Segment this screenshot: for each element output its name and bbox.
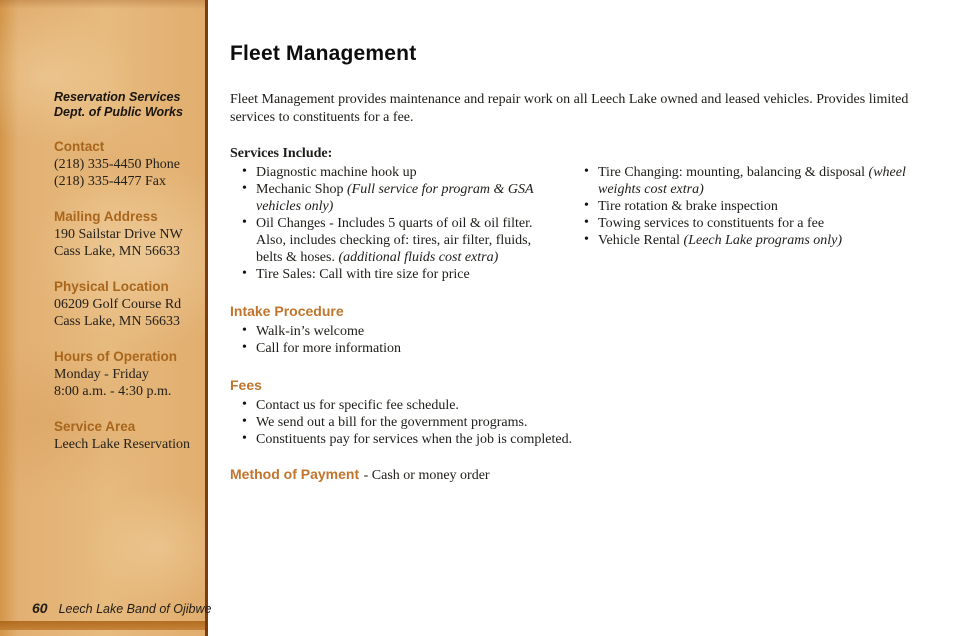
intake-procedure-heading: Intake Procedure xyxy=(230,303,344,319)
method-of-payment-value: - Cash or money order xyxy=(360,468,490,483)
sidebar-section-heading: Contact xyxy=(54,139,105,154)
main-content xyxy=(208,0,957,636)
services-include-heading: Services Include: xyxy=(230,146,333,161)
bullet-item: • We send out a bill for the government programs. xyxy=(242,414,927,431)
method-of-payment-heading: Method of Payment xyxy=(230,466,360,482)
intro-paragraph: Fleet Management provides maintenance and repair work on all Leech Lake owned and leased vehicles. Provides limited services to constituents for a fee. xyxy=(230,92,909,125)
sidebar-sections xyxy=(54,139,193,454)
sidebar-bottom-border xyxy=(0,621,205,630)
department-line-1: Reservation Services xyxy=(54,90,181,104)
sidebar-section xyxy=(54,419,193,454)
sidebar-section-line: 06209 Golf Course Rd xyxy=(54,297,182,312)
sidebar-section xyxy=(54,209,193,260)
sidebar-section-heading: Physical Location xyxy=(54,279,169,294)
sidebar-section-line: Leech Lake Reservation xyxy=(54,437,191,452)
bullet-item: • Tire Sales: Call with tire size for price xyxy=(242,266,542,283)
sidebar-section-line: (218) 335-4477 Fax xyxy=(54,173,166,189)
page-title: Fleet Management xyxy=(230,42,417,65)
sidebar-section-line: (218) 335-4450 Phone xyxy=(54,157,180,172)
department-line-2: Dept. of Public Works xyxy=(54,105,183,119)
bullet-item: • Towing services to constituents for a fee xyxy=(584,215,912,232)
sidebar-section-heading: Mailing Address xyxy=(54,209,158,224)
intake-procedure-list xyxy=(230,323,927,357)
bullet-item: • Tire rotation & brake inspection xyxy=(584,198,912,215)
services-list-right xyxy=(572,164,912,283)
booklet-title: Leech Lake Band of Ojibwe xyxy=(58,602,212,616)
department-name xyxy=(54,90,193,120)
sidebar-section xyxy=(54,139,193,190)
sidebar xyxy=(0,0,212,636)
intake-procedure-section xyxy=(230,303,927,357)
sidebar-section-heading: Service Area xyxy=(54,419,136,434)
sidebar-section xyxy=(54,349,193,400)
sidebar-section-line: 190 Sailstar Drive NW xyxy=(54,227,183,242)
sidebar-section-line: 8:00 a.m. - 4:30 p.m. xyxy=(54,383,172,399)
page-footer xyxy=(32,600,211,618)
bullet-item: • Walk-in’s welcome xyxy=(242,323,927,340)
fees-heading: Fees xyxy=(230,377,262,393)
sidebar-section-heading: Hours of Operation xyxy=(54,349,178,364)
page-number: 60 xyxy=(32,600,48,616)
bullet-item: • Constituents pay for services when the job is completed. xyxy=(242,431,927,448)
bullet-item: • Tire Changing: mounting, balancing & disposal (wheel weights cost extra) xyxy=(584,164,912,198)
method-of-payment-line xyxy=(230,466,927,484)
sidebar-section-line: Monday - Friday xyxy=(54,367,149,382)
sidebar-section-line: Cass Lake, MN 56633 xyxy=(54,243,180,259)
bullet-item: • Vehicle Rental (Leech Lake programs only) xyxy=(584,232,912,249)
bullet-item: • Oil Changes - Includes 5 quarts of oil & oil filter. Also, includes checking of: tires, air filter, fluids, belts & hoses. (additional fluids cost extra) xyxy=(242,215,542,266)
fees-section xyxy=(230,377,927,448)
bullet-item: • Diagnostic machine hook up xyxy=(242,164,542,181)
bullet-item: • Mechanic Shop (Full service for program & GSA vehicles only) xyxy=(242,181,542,215)
sidebar-section xyxy=(54,279,193,330)
fees-list xyxy=(230,397,927,448)
sidebar-section-line: Cass Lake, MN 56633 xyxy=(54,313,180,329)
bullet-item: • Call for more information xyxy=(242,340,927,357)
bullet-item: • Contact us for specific fee schedule. xyxy=(242,397,927,414)
services-columns xyxy=(230,164,927,283)
services-list-left xyxy=(230,164,542,283)
